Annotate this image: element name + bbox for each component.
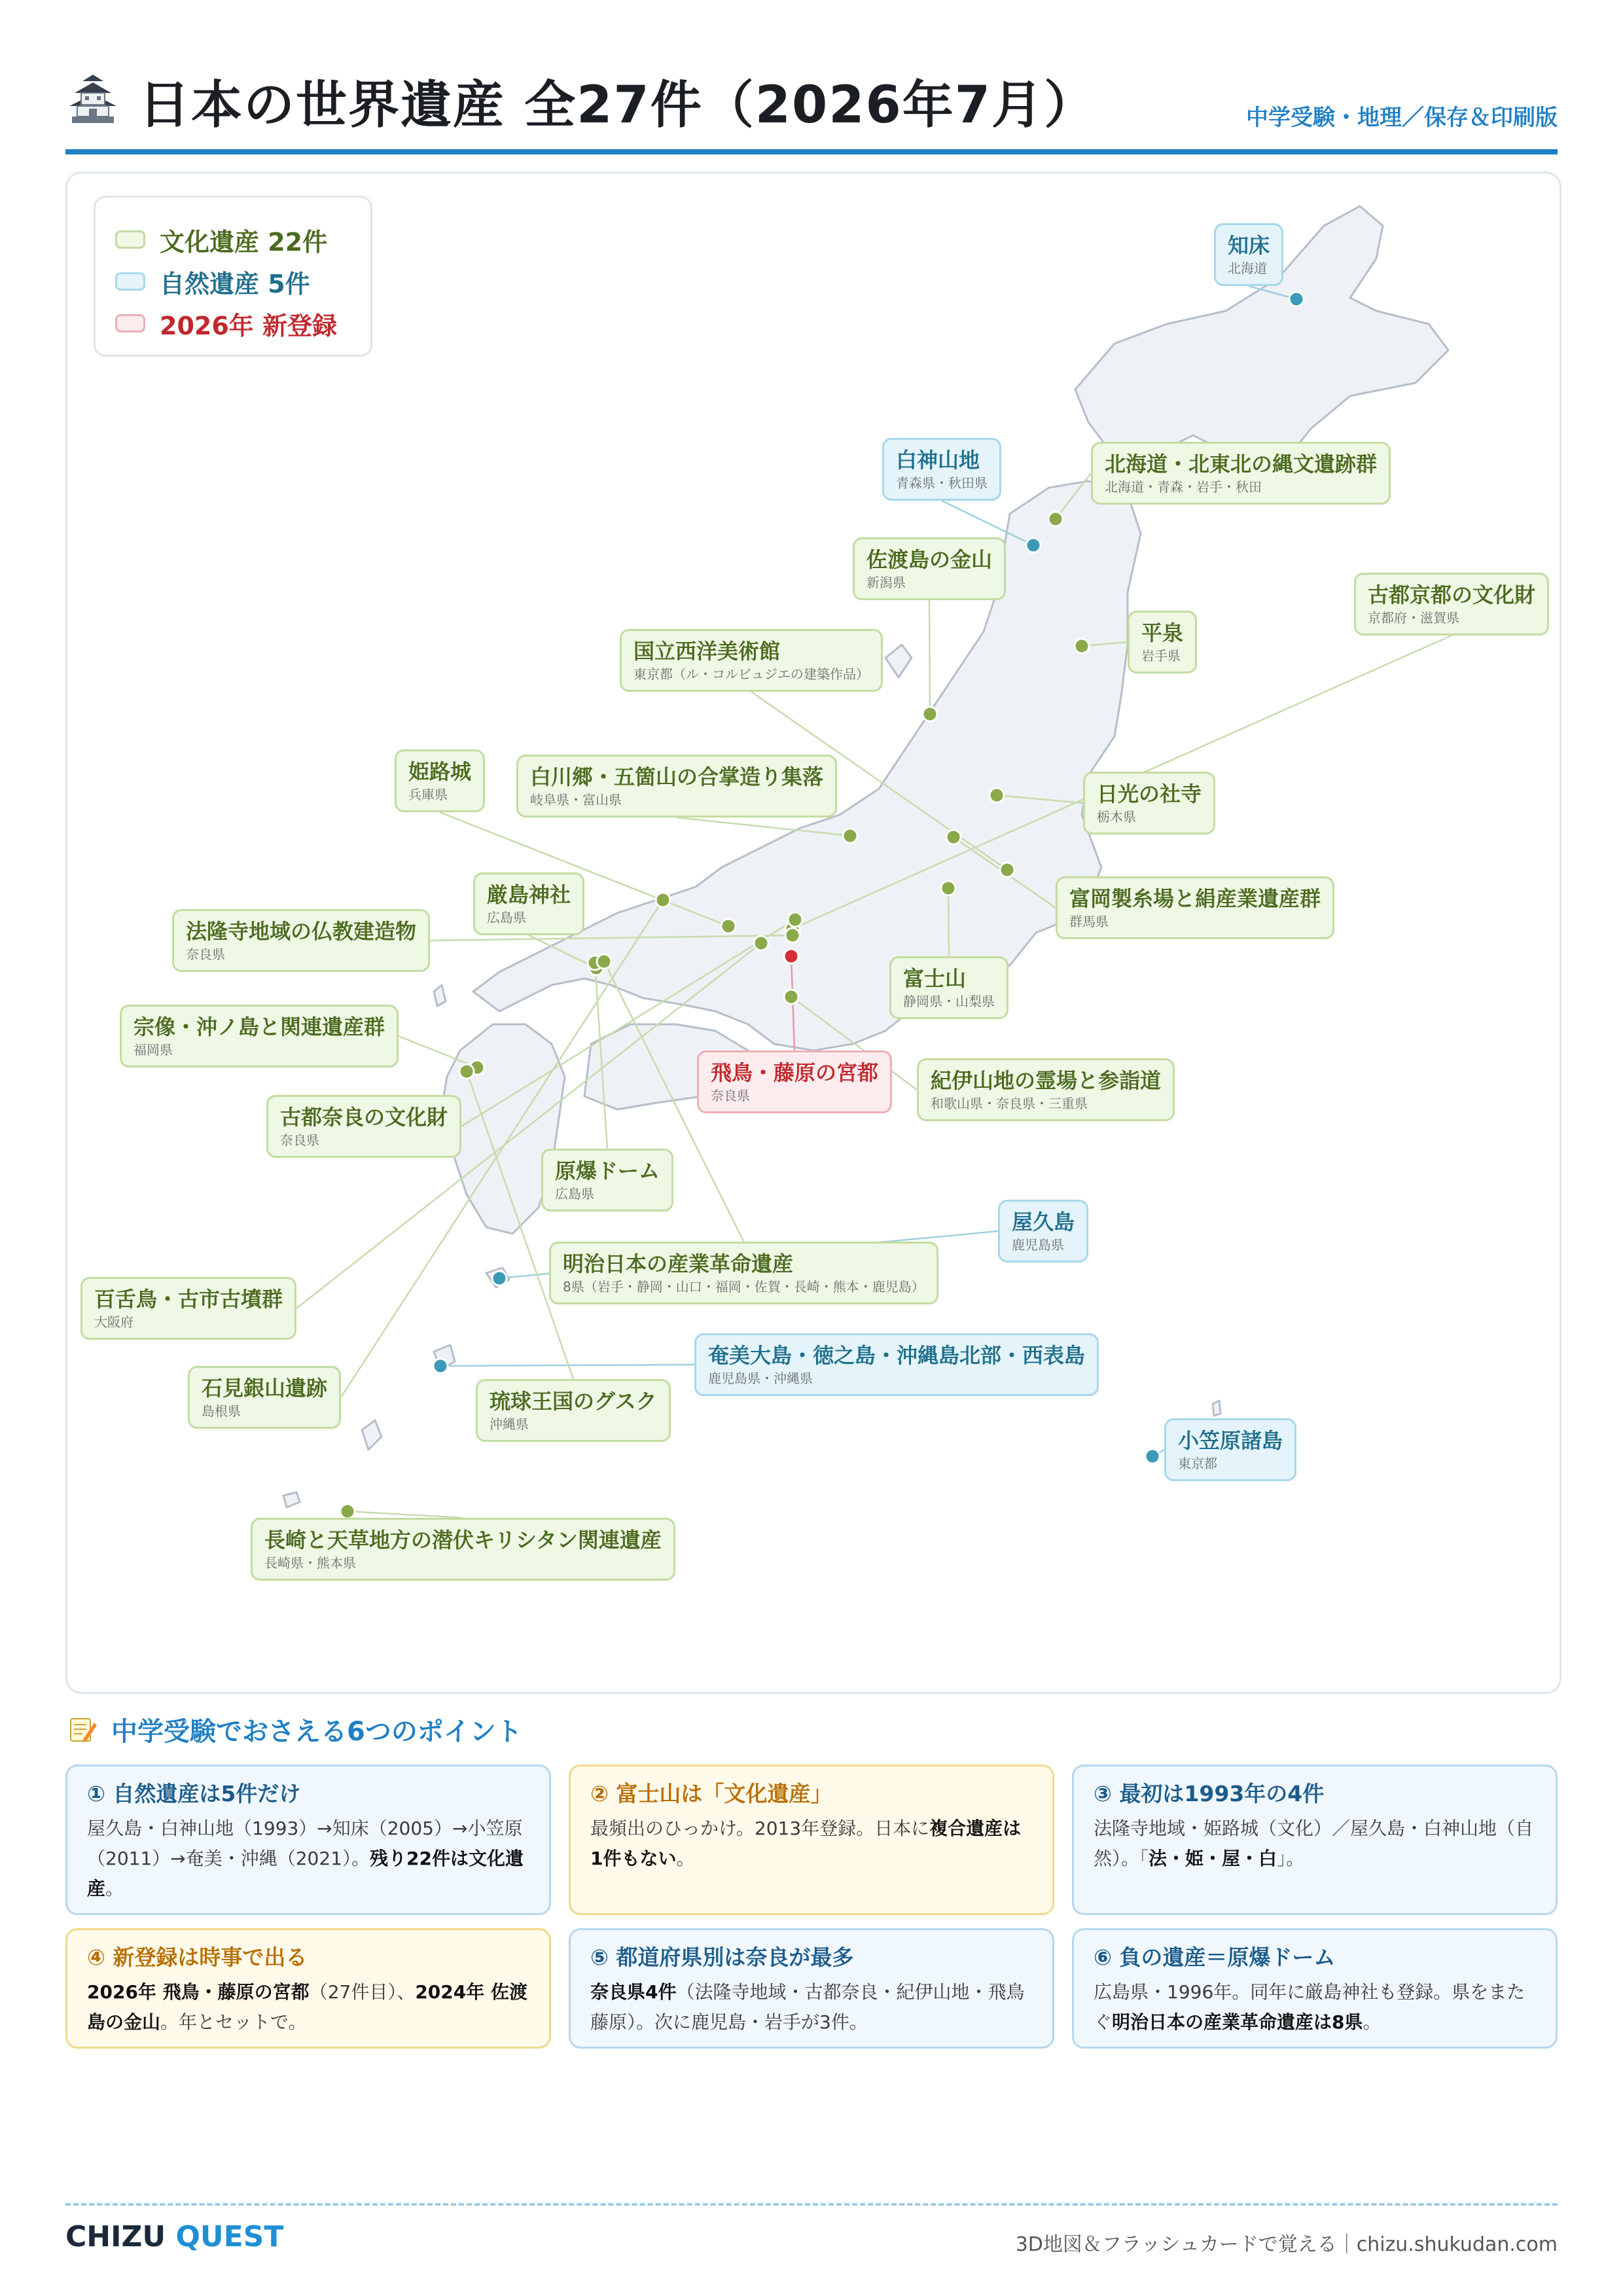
map-frame xyxy=(65,171,1561,1694)
site-label-himeji[interactable] xyxy=(395,749,485,812)
site-label-horyuji[interactable] xyxy=(172,909,430,972)
brand-logo[interactable] xyxy=(65,2220,283,2253)
emphasis-text: 複合遺産は1件もない xyxy=(590,1818,1022,1869)
site-name: 屋久島 xyxy=(1012,1210,1075,1234)
site-label-yakushima[interactable] xyxy=(998,1200,1088,1263)
map-land xyxy=(283,206,1448,1507)
site-location: 福岡県 xyxy=(134,1042,173,1058)
site-location: 東京都 xyxy=(1178,1456,1217,1471)
site-name: 奄美大島・徳之島・沖縄島北部・西表島 xyxy=(708,1343,1086,1368)
site-name: 平泉 xyxy=(1141,620,1184,645)
site-location: 岐阜県・富山県 xyxy=(530,792,622,808)
emphasis-text: 明治日本の産業革命遺産は8県 xyxy=(1112,2011,1363,2033)
site-marker-mozu[interactable] xyxy=(754,936,768,950)
legend-natural-label: 自然遺産 5件 xyxy=(160,269,310,298)
point-card-body xyxy=(590,1977,1033,2037)
site-label-kii[interactable] xyxy=(917,1058,1175,1121)
point-card-title: ⑤ 都道府県別は奈良が最多 xyxy=(590,1945,854,1970)
site-location: 沖縄県 xyxy=(490,1416,529,1432)
emphasis-text: 奈良県4件 xyxy=(590,1981,677,2003)
site-marker-fuji[interactable] xyxy=(941,881,955,895)
land-ogasawara xyxy=(1213,1401,1221,1416)
legend-new-label: 2026年 新登録 xyxy=(160,311,337,340)
site-label-ryukyu[interactable] xyxy=(476,1379,671,1442)
site-marker-kii[interactable] xyxy=(784,990,798,1004)
emphasis-text: 法・姫・屋・白 xyxy=(1149,1848,1277,1869)
site-name: 琉球王国のグスク xyxy=(490,1389,657,1414)
site-name: 紀伊山地の霊場と参詣道 xyxy=(931,1068,1162,1093)
site-marker-amami[interactable] xyxy=(433,1359,448,1373)
site-label-asuka[interactable] xyxy=(697,1050,892,1113)
site-label-tomioka[interactable] xyxy=(1056,876,1334,939)
site-name: 白川郷・五箇山の合掌造り集落 xyxy=(530,764,824,789)
site-label-genbaku[interactable] xyxy=(541,1149,673,1211)
site-label-shirakawa[interactable] xyxy=(516,755,837,817)
site-name: 日光の社寺 xyxy=(1097,781,1202,806)
site-location: 京都府・滋賀県 xyxy=(1368,610,1459,626)
body-text: 屋久島・白神山地（1993）→知床（2005）→小笠原（2011）→奄美・沖縄（2021）。 xyxy=(87,1818,523,1869)
point-card-body xyxy=(87,1814,529,1904)
leader-line-sado xyxy=(929,600,930,714)
site-label-fuji[interactable] xyxy=(889,956,1008,1019)
site-marker-asuka[interactable] xyxy=(784,949,798,963)
site-location: 北海道 xyxy=(1228,260,1267,276)
site-name: 富岡製糸場と絹産業遺産群 xyxy=(1069,886,1321,911)
site-name: 姫路城 xyxy=(408,759,472,784)
site-location: 北海道・青森・岩手・秋田 xyxy=(1105,479,1262,495)
site-name: 北海道・北東北の縄文遺跡群 xyxy=(1105,452,1378,476)
site-name: 富士山 xyxy=(903,966,967,991)
points-header xyxy=(68,1710,522,1749)
site-name: 国立西洋美術館 xyxy=(633,639,781,664)
site-label-seiyo[interactable] xyxy=(620,629,883,692)
site-location: 広島県 xyxy=(487,910,526,925)
emphasis-text: 2024年 佐渡島の金山 xyxy=(87,1981,528,2033)
site-name: 百舌鳥・古市古墳群 xyxy=(94,1287,283,1312)
site-marker-shirakawa[interactable] xyxy=(843,829,857,843)
site-location: 静岡県・山梨県 xyxy=(903,994,995,1009)
body-text: （27件目）、 xyxy=(309,1981,416,2003)
site-label-sado[interactable] xyxy=(853,537,1006,600)
site-location: 長崎県・熊本県 xyxy=(264,1555,356,1571)
site-location: 広島県 xyxy=(555,1186,594,1202)
page-subtitle: 中学受験・地理／保存＆印刷版 xyxy=(1246,105,1558,131)
leader-line-kirishitan xyxy=(348,1511,463,1518)
site-name: 原爆ドーム xyxy=(555,1158,660,1183)
site-location: 東京都（ル・コルビュジエの建築作品） xyxy=(633,666,869,682)
site-location: 奈良県 xyxy=(186,946,225,962)
site-location: 大阪府 xyxy=(94,1314,134,1330)
emphasis-text: 残り22件は文化遺産 xyxy=(87,1848,524,1899)
point-card-title: ③ 最初は1993年の4件 xyxy=(1094,1781,1325,1806)
land-tsushima xyxy=(434,985,446,1006)
point-card-body xyxy=(1094,1977,1536,2037)
site-label-amami[interactable] xyxy=(694,1333,1099,1396)
site-marker-kirishitan[interactable] xyxy=(340,1504,355,1518)
brand-part2: QUEST xyxy=(175,2220,284,2253)
point-card-title: ① 自然遺産は5件だけ xyxy=(87,1781,301,1806)
site-location: 鹿児島県・沖縄県 xyxy=(708,1371,813,1386)
footer-rule xyxy=(65,2203,1558,2206)
body-text: 最頻出のひっかけ。2013年登録。日本に xyxy=(590,1818,930,1839)
site-name: 佐渡島の金山 xyxy=(866,547,993,572)
point-card-3 xyxy=(1072,1765,1558,1915)
site-location: 島根県 xyxy=(202,1403,241,1419)
footer-note: 3D地図＆フラッシュカードで覚える｜chizu.shukudan.com xyxy=(1015,2233,1558,2256)
site-marker-hiraizumi[interactable] xyxy=(1075,639,1089,653)
site-name: 長崎と天草地方の潜伏キリシタン関連遺産 xyxy=(264,1528,662,1552)
point-card-body xyxy=(1094,1814,1536,1874)
map-legend xyxy=(94,196,372,357)
page-header xyxy=(65,59,1558,157)
point-card-title: ⑥ 負の遺産＝原爆ドーム xyxy=(1094,1945,1336,1970)
legend-culture-label: 文化遺産 22件 xyxy=(160,227,328,257)
body-text: （法隆寺地域・古都奈良・紀伊山地・飛鳥藤原）。次に鹿児島・岩手が3件。 xyxy=(590,1981,1025,2033)
site-marker-meiji[interactable] xyxy=(597,954,611,969)
site-name: 石見銀山遺跡 xyxy=(202,1376,328,1401)
point-card-1 xyxy=(65,1765,551,1915)
site-marker-yakushima[interactable] xyxy=(492,1271,507,1285)
site-location: 奈良県 xyxy=(280,1132,319,1148)
site-marker-jomon[interactable] xyxy=(1048,512,1063,526)
site-name: 宗像・沖ノ島と関連遺産群 xyxy=(134,1014,385,1039)
site-marker-seiyo[interactable] xyxy=(1000,863,1014,877)
page-title: 日本の世界遺産 全27件（2026年7月） xyxy=(139,76,1097,135)
site-name: 法隆寺地域の仏教建造物 xyxy=(186,919,417,944)
legend-natural xyxy=(115,262,310,301)
site-label-hiraizumi[interactable] xyxy=(1128,611,1197,673)
header-rule xyxy=(65,149,1558,154)
site-name: 古都奈良の文化財 xyxy=(280,1105,448,1130)
site-label-ogasawara[interactable] xyxy=(1164,1418,1296,1481)
body-text: 。年とセットで。 xyxy=(160,2011,307,2033)
point-card-5 xyxy=(569,1928,1054,2049)
site-name: 飛鳥・藤原の宮都 xyxy=(711,1060,879,1085)
body-text: 。 xyxy=(676,1848,695,1869)
legend-culture xyxy=(115,220,327,259)
site-label-meiji[interactable] xyxy=(549,1242,938,1304)
point-card-title: ② 富士山は「文化遺産」 xyxy=(590,1781,832,1806)
brand-part1: CHIZU xyxy=(65,2220,166,2253)
site-marker-tomioka[interactable] xyxy=(946,830,961,844)
site-marker-himeji[interactable] xyxy=(721,919,736,933)
site-label-munakata[interactable] xyxy=(120,1005,399,1067)
site-location: 岩手県 xyxy=(1141,648,1181,664)
point-card-6 xyxy=(1072,1928,1558,2049)
site-label-jomon[interactable] xyxy=(1091,442,1391,505)
site-location: 群馬県 xyxy=(1069,914,1109,929)
site-label-nikko[interactable] xyxy=(1083,772,1215,834)
site-location: 新潟県 xyxy=(866,575,906,590)
body-text: 。 xyxy=(105,1878,124,1899)
body-text: 」。 xyxy=(1277,1848,1305,1869)
legend-new-swatch xyxy=(115,314,145,332)
legend-culture-swatch xyxy=(115,230,145,249)
site-location: 8県（岩手・静岡・山口・福岡・佐賀・長崎・熊本・鹿児島） xyxy=(563,1279,925,1295)
point-card-4 xyxy=(65,1928,551,2049)
memo-icon xyxy=(68,1715,97,1744)
point-card-2 xyxy=(569,1765,1054,1915)
site-marker-iwami[interactable] xyxy=(656,893,670,907)
site-name: 知床 xyxy=(1228,233,1270,258)
land-iriomote xyxy=(283,1492,300,1507)
site-marker-horyuji[interactable] xyxy=(785,928,800,942)
leader-line-amami xyxy=(440,1365,694,1366)
site-location: 兵庫県 xyxy=(408,787,448,802)
site-label-shiretoko[interactable] xyxy=(1214,223,1283,286)
site-location: 奈良県 xyxy=(711,1088,750,1103)
emphasis-text: 2026年 飛鳥・藤原の宮都 xyxy=(87,1981,310,2003)
site-marker-shirakami[interactable] xyxy=(1026,538,1041,552)
point-card-title: ④ 新登録は時事で出る xyxy=(87,1945,308,1970)
body-text: 。 xyxy=(1363,2011,1382,2033)
site-label-kirishitan[interactable] xyxy=(251,1518,675,1581)
site-marker-sado[interactable] xyxy=(923,707,937,721)
site-label-kyoto[interactable] xyxy=(1354,573,1549,636)
site-location: 鹿児島県 xyxy=(1012,1237,1064,1253)
legend-natural-swatch xyxy=(115,272,145,291)
point-card-body xyxy=(590,1814,1033,1874)
castle-icon xyxy=(67,73,119,126)
site-marker-nikko[interactable] xyxy=(990,788,1004,802)
legend-new xyxy=(115,304,337,343)
site-location: 栃木県 xyxy=(1097,809,1136,825)
site-label-iwami[interactable] xyxy=(188,1366,341,1429)
body-text: 法隆寺地域・姫路城（文化）／屋久島・白神山地（自然）。「 xyxy=(1094,1818,1534,1869)
land-okinawa xyxy=(362,1420,382,1450)
site-marker-nara[interactable] xyxy=(788,912,802,927)
site-marker-shiretoko[interactable] xyxy=(1289,292,1304,306)
body-text: 広島県・1996年。同年に厳島神社も登録。県をまたぐ xyxy=(1094,1981,1525,2033)
site-label-nara[interactable] xyxy=(266,1095,461,1158)
leader-line-fuji xyxy=(948,888,949,956)
site-name: 古都京都の文化財 xyxy=(1368,583,1536,607)
site-location: 青森県・秋田県 xyxy=(896,475,988,491)
points-title: 中学受験でおさえる6つのポイント xyxy=(111,1716,522,1747)
site-name: 小笠原諸島 xyxy=(1178,1428,1283,1453)
site-label-mozu[interactable] xyxy=(80,1277,296,1340)
site-label-itsukushima[interactable] xyxy=(473,872,584,935)
site-marker-ryukyu[interactable] xyxy=(459,1064,474,1079)
site-name: 白神山地 xyxy=(896,448,980,473)
site-name: 明治日本の産業革命遺産 xyxy=(563,1251,794,1276)
land-sado xyxy=(885,645,912,677)
site-label-shirakami[interactable] xyxy=(882,438,1001,501)
site-location: 和歌山県・奈良県・三重県 xyxy=(931,1096,1088,1111)
point-card-body xyxy=(87,1977,529,2037)
site-name: 厳島神社 xyxy=(487,882,571,907)
site-marker-ogasawara[interactable] xyxy=(1145,1449,1160,1463)
